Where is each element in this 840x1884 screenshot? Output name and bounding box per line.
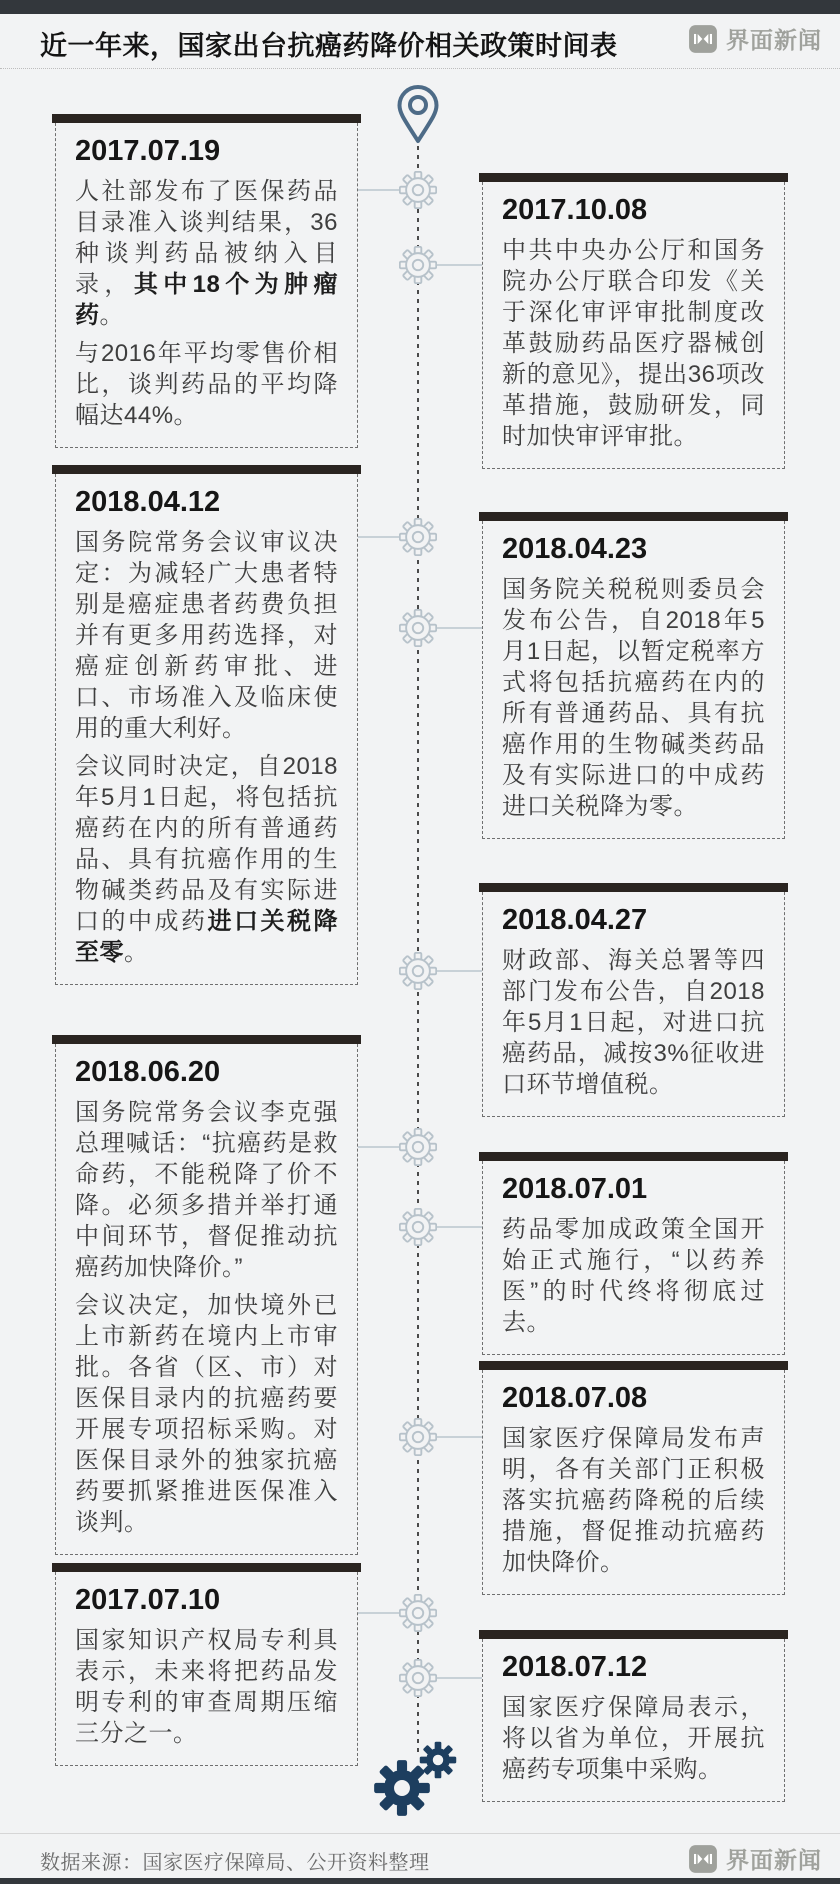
event-date: 2017.07.19	[75, 135, 221, 167]
event-body	[55, 1572, 358, 1766]
timeline-event	[482, 1152, 785, 1355]
event-top-bar	[52, 1563, 361, 1572]
event-paragraph	[502, 235, 765, 452]
gear-icon	[399, 1659, 437, 1697]
event-text: 会议同时决定，自2018年5月1日起，将包括抗癌药在内的所有普通药品、具有抗癌作用的生物碱类药品及有实际进口的中成药	[75, 753, 338, 935]
event-body	[482, 1370, 785, 1595]
event-paragraph	[502, 1423, 765, 1578]
jiemian-logo-icon	[688, 24, 718, 54]
footer-divider	[0, 1833, 840, 1834]
event-text: 国务院常务会议审议决定：为减轻广大患者特别是癌症患者药费负担并有更多用药选择，对癌症创新药审批、进口、市场准入及临床使用的重大利好。	[75, 529, 338, 742]
brand-name: 界面新闻	[726, 1847, 822, 1873]
event-top-bar	[52, 1035, 361, 1044]
event-paragraph	[502, 1214, 765, 1338]
gear-icon	[399, 1128, 437, 1166]
event-text: 药品零加成政策全国开始正式施行，“以药养医”的时代终将彻底过去。	[502, 1216, 765, 1336]
event-text: 国家医疗保障局表示，将以省为单位，开展抗癌药专项集中采购。	[502, 1694, 765, 1783]
timeline-event	[55, 465, 358, 985]
gear-icon	[399, 609, 437, 647]
event-paragraph	[75, 751, 338, 968]
event-text: 人社部发布了医保药品目录准入谈判结果，36种谈判药品被纳入目录，	[75, 178, 338, 298]
event-text: 国家知识产权局专利具表示，未来将把药品发明专利的审查周期压缩三分之一。	[75, 1627, 338, 1747]
event-paragraph	[75, 1290, 338, 1538]
brand-logo-header	[688, 22, 822, 55]
event-text: 国务院关税税则委员会发布公告，自2018年5月1日起，以暂定税率方式将包括抗癌药在内的所有普通药品、具有抗癌作用的生物碱类药品及有实际进口的中成药进口关税降为零。	[502, 576, 765, 820]
timeline-event	[482, 512, 785, 839]
event-date: 2018.04.27	[502, 904, 648, 936]
brand-name: 界面新闻	[726, 27, 822, 53]
event-body	[482, 1161, 785, 1355]
event-top-bar	[52, 465, 361, 474]
event-top-bar	[479, 883, 788, 892]
timeline-event	[482, 883, 785, 1117]
timeline-event	[482, 1630, 785, 1802]
page-title: 近一年来，国家出台抗癌药降价相关政策时间表	[40, 31, 618, 61]
filled-gear-icon-small	[419, 1741, 457, 1779]
event-text: 中共中央办公厅和国务院办公厅联合印发《关于深化审评审批制度改革鼓励药品医疗器械创新的意见》，提出36项改革措施，鼓励研发，同时加快审评审批。	[502, 237, 765, 450]
event-text: 与2016年平均零售价相比，谈判药品的平均降幅达44%。	[75, 340, 338, 429]
gear-icon	[399, 1208, 437, 1246]
event-paragraph	[502, 945, 765, 1100]
event-text: 财政部、海关总署等四部门发布公告，自2018年5月1日起，对进口抗癌药品，减按3%征收进口环节增值税。	[502, 947, 765, 1098]
event-body	[482, 182, 785, 469]
event-date: 2018.06.20	[75, 1056, 221, 1088]
event-paragraph	[75, 176, 338, 331]
event-top-bar	[479, 1361, 788, 1370]
event-paragraph	[75, 1097, 338, 1283]
gear-icon	[399, 246, 437, 284]
timeline-event	[55, 1563, 358, 1766]
gear-icon	[399, 518, 437, 556]
event-top-bar	[52, 114, 361, 123]
event-text: 会议决定，加快境外已上市新药在境内上市审批。各省（区、市）对医保目录内的抗癌药要开展专项招标采购。对医保目录外的独家抗癌药要抓紧推进医保准入谈判。	[75, 1292, 338, 1536]
event-date: 2018.07.01	[502, 1173, 648, 1205]
event-body	[482, 521, 785, 839]
event-body	[482, 1639, 785, 1802]
event-text: 国务院常务会议李克强总理喊话：“抗癌药是救命药，不能税降了价不降。必须多措并举打通中间环节，督促推动抗癌药加快降价。”	[75, 1099, 338, 1281]
header-divider	[0, 68, 840, 69]
event-paragraph	[502, 1692, 765, 1785]
gear-icon	[399, 952, 437, 990]
timeline-event	[482, 1361, 785, 1595]
event-date: 2018.04.12	[75, 486, 221, 518]
event-paragraph	[75, 1625, 338, 1749]
event-date: 2018.07.08	[502, 1382, 648, 1414]
event-top-bar	[479, 512, 788, 521]
event-date: 2018.04.23	[502, 533, 648, 565]
map-pin-icon	[395, 84, 441, 146]
event-top-bar	[479, 1630, 788, 1639]
event-paragraph	[75, 338, 338, 431]
data-source: 数据来源：国家医疗保障局、公开资料整理	[40, 1852, 430, 1874]
event-paragraph	[75, 527, 338, 744]
gear-icon	[399, 1594, 437, 1632]
event-body	[55, 1044, 358, 1555]
timeline-event	[55, 114, 358, 448]
event-date: 2017.07.10	[75, 1584, 221, 1616]
event-body	[55, 474, 358, 985]
timeline-event	[55, 1035, 358, 1555]
event-top-bar	[479, 1152, 788, 1161]
timeline-event	[482, 173, 785, 469]
top-accent-bar	[0, 0, 840, 14]
brand-logo-footer	[688, 1842, 822, 1875]
event-date: 2018.07.12	[502, 1651, 648, 1683]
gear-icon	[399, 1418, 437, 1456]
event-top-bar	[479, 173, 788, 182]
event-body	[482, 892, 785, 1117]
event-paragraph	[502, 574, 765, 822]
event-text: 国家医疗保障局发布声明，各有关部门正积极落实抗癌药降税的后续措施，督促推动抗癌药加快降价。	[502, 1425, 765, 1576]
timeline-dashed-line	[417, 146, 419, 1752]
event-text: 。	[99, 302, 124, 329]
event-text: 。	[124, 939, 149, 966]
event-date: 2017.10.08	[502, 194, 648, 226]
event-body	[55, 123, 358, 448]
event-text-bold: 进口关税降至零	[75, 908, 338, 966]
jiemian-logo-icon	[688, 1844, 718, 1874]
gear-icon	[399, 171, 437, 209]
bottom-accent-bar	[0, 1878, 840, 1884]
event-text-bold: 其中18个为肿瘤药	[75, 271, 338, 329]
